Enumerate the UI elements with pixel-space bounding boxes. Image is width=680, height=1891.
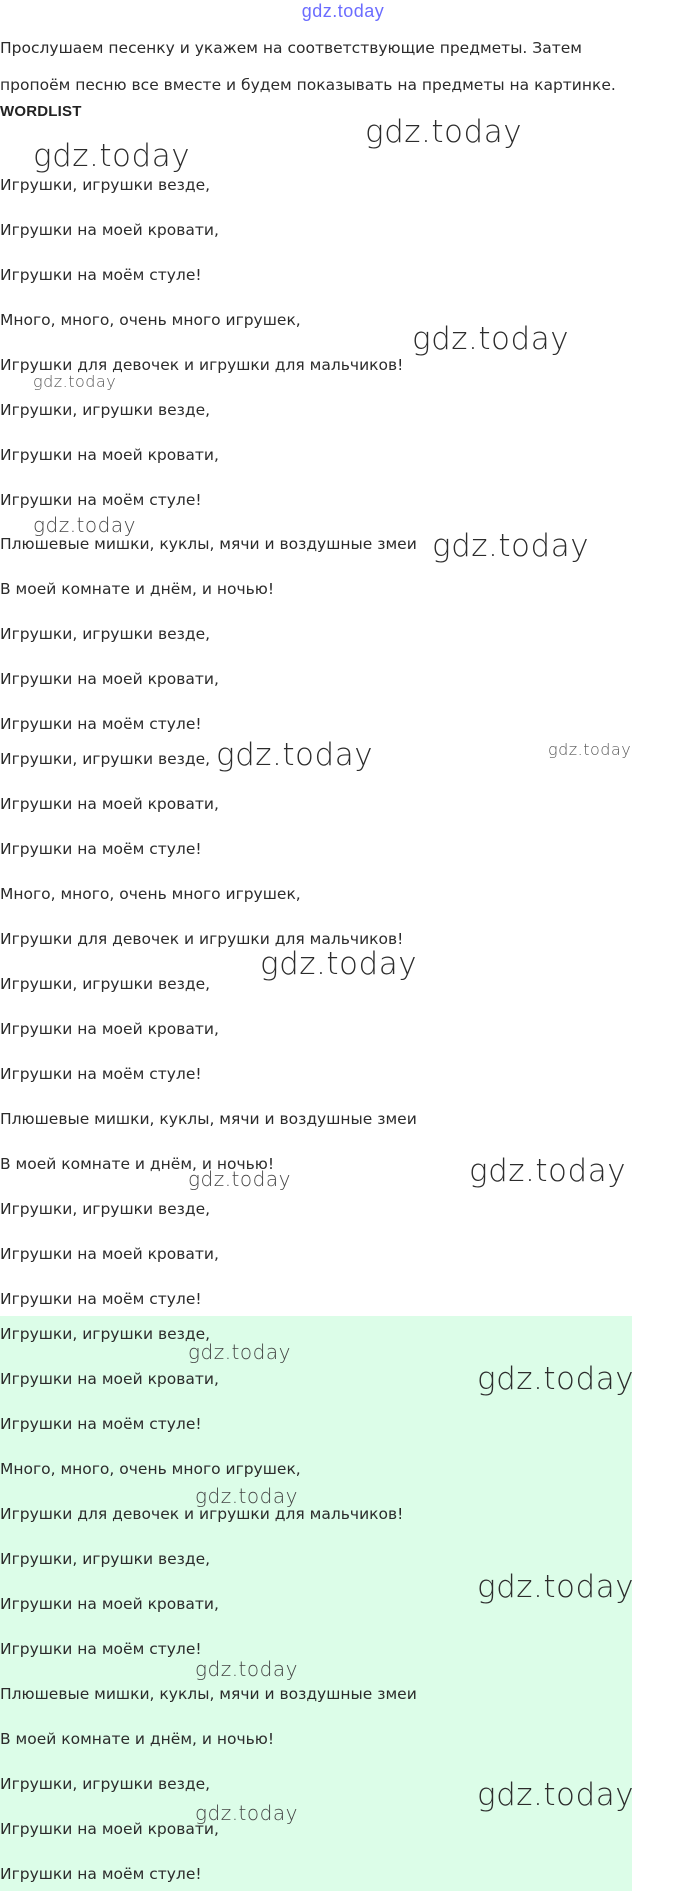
lyric-line: Игрушки на моей кровати, <box>0 1595 219 1613</box>
lyric-line: Игрушки на моём стуле! <box>0 266 202 284</box>
lyric-line: Игрушки на моей кровати, <box>0 221 219 239</box>
watermark: gdz.today <box>188 1167 291 1191</box>
lyric-line: Игрушки, игрушки везде, <box>0 750 211 768</box>
watermark: gdz.today <box>195 1657 298 1681</box>
watermark: gdz.today <box>216 737 374 773</box>
lyric-line: Игрушки, игрушки везде, <box>0 625 211 643</box>
intro-text: Прослушаем песенку и укажем на соответствующие предметы. Затем пропоём песню все вместе и будем показывать на предметы на картинке. <box>0 39 616 94</box>
lyric-line: Много, много, очень много игрушек, <box>0 311 301 329</box>
lyric-line: Игрушки на моём стуле! <box>0 1865 202 1883</box>
lyric-line: Игрушки на моём стуле! <box>0 1065 202 1083</box>
site-logo[interactable]: gdz.today <box>301 1 385 21</box>
watermark: gdz.today <box>477 1569 635 1605</box>
watermark: gdz.today <box>260 946 418 982</box>
watermark: gdz.today <box>33 372 117 391</box>
lyric-line: Игрушки, игрушки везде, <box>0 975 211 993</box>
lyric-line: Игрушки на моём стуле! <box>0 1640 202 1658</box>
wordlist-heading: WORDLIST <box>0 103 82 120</box>
lyric-line: Игрушки на моей кровати, <box>0 1370 219 1388</box>
lyric-line: Игрушки для девочек и игрушки для мальчиков! <box>0 1505 404 1523</box>
lyric-line: Игрушки на моей кровати, <box>0 1820 219 1838</box>
watermark: gdz.today <box>432 528 590 564</box>
watermark: gdz.today <box>195 1801 298 1825</box>
lyric-line: Много, много, очень много игрушек, <box>0 1460 301 1478</box>
lyric-line: В моей комнате и днём, и ночью! <box>0 580 275 598</box>
lyric-line: Игрушки на моём стуле! <box>0 491 202 509</box>
watermark: gdz.today <box>33 138 191 174</box>
watermark: gdz.today <box>469 1153 627 1189</box>
lyric-line: Игрушки на моём стуле! <box>0 1415 202 1433</box>
lyric-line: В моей комнате и днём, и ночью! <box>0 1155 275 1173</box>
lyric-line: Плюшевые мишки, куклы, мячи и воздушные змеи <box>0 1685 417 1703</box>
watermark: gdz.today <box>477 1361 635 1397</box>
lyric-line: Игрушки, игрушки везде, <box>0 1200 211 1218</box>
lyric-line: Много, много, очень много игрушек, <box>0 885 301 903</box>
lyric-line: Игрушки для девочек и игрушки для мальчиков! <box>0 930 404 948</box>
watermark: gdz.today <box>477 1777 635 1813</box>
lyric-line: Игрушки на моём стуле! <box>0 715 202 733</box>
lyric-line: Игрушки на моей кровати, <box>0 795 219 813</box>
lyric-line: Игрушки, игрушки везде, <box>0 1325 211 1343</box>
lyric-line: Игрушки, игрушки везде, <box>0 401 211 419</box>
lyric-line: Игрушки для девочек и игрушки для мальчиков! <box>0 356 404 374</box>
lyric-line: В моей комнате и днём, и ночью! <box>0 1730 275 1748</box>
lyric-line: Игрушки, игрушки везде, <box>0 1550 211 1568</box>
watermark: gdz.today <box>548 740 632 759</box>
lyric-line: Игрушки на моей кровати, <box>0 446 219 464</box>
watermark: gdz.today <box>365 114 523 150</box>
lyric-line: Плюшевые мишки, куклы, мячи и воздушные змеи <box>0 1110 417 1128</box>
watermark: gdz.today <box>33 513 136 537</box>
lyric-line: Игрушки на моей кровати, <box>0 1020 219 1038</box>
lyric-line: Игрушки, игрушки везде, <box>0 1775 211 1793</box>
lyric-line: Игрушки на моём стуле! <box>0 1290 202 1308</box>
watermark: gdz.today <box>412 321 570 357</box>
lyric-line: Игрушки, игрушки везде, <box>0 176 211 194</box>
watermark: gdz.today <box>188 1340 291 1364</box>
watermark: gdz.today <box>195 1484 298 1508</box>
lyric-line: Игрушки на моём стуле! <box>0 840 202 858</box>
lyric-line: Игрушки на моей кровати, <box>0 1245 219 1263</box>
lyric-line: Игрушки на моей кровати, <box>0 670 219 688</box>
lyric-line: Плюшевые мишки, куклы, мячи и воздушные змеи <box>0 535 417 553</box>
